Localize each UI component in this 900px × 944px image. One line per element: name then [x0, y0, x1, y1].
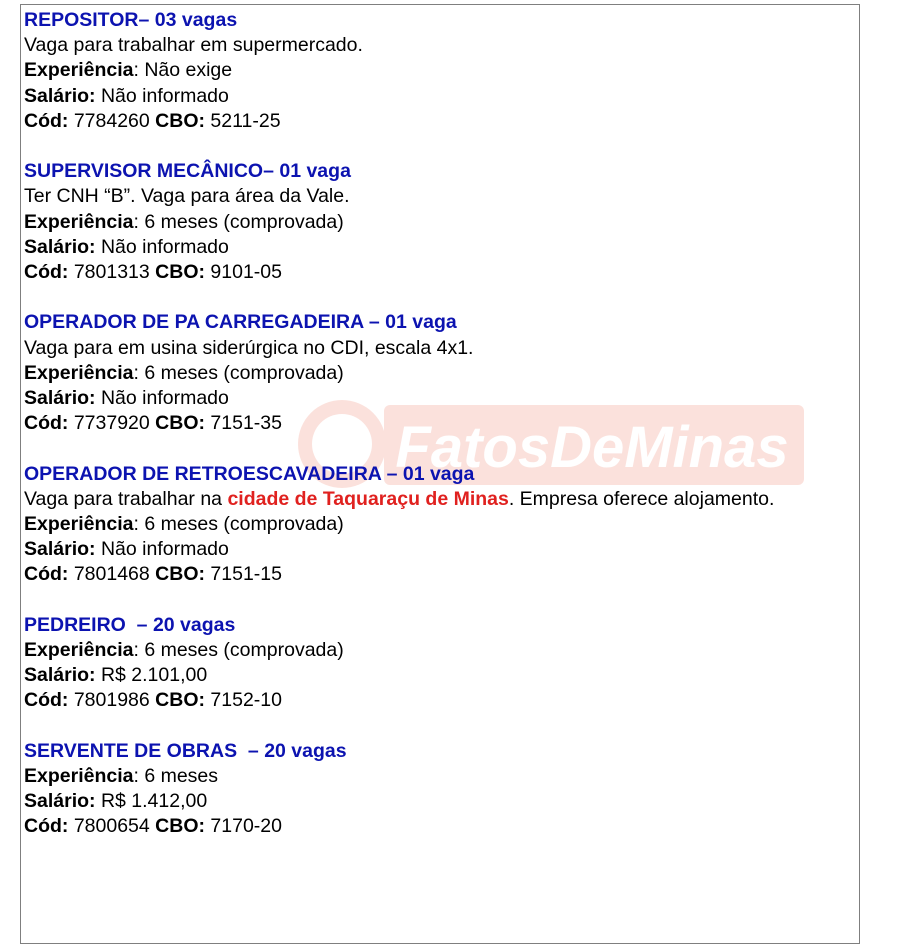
salary-label: Salário: [24, 538, 96, 561]
job-description: Ter CNH “B”. Vaga para área da Vale. [24, 185, 350, 208]
experience-value: : 6 meses (comprovada) [133, 361, 344, 384]
salary-label: Salário: [24, 387, 96, 410]
salary-value: R$ 1.412,00 [95, 790, 208, 813]
job-codes [24, 260, 858, 285]
cbo-value: 7151-35 [205, 412, 282, 435]
cbo-value: 7170-20 [205, 815, 282, 838]
job-salary [24, 386, 858, 411]
job-codes [24, 688, 858, 713]
job-description [24, 487, 858, 512]
cod-value: 7737920 [68, 412, 156, 435]
experience-value: : 6 meses (comprovada) [133, 639, 344, 662]
watermark-text: FatosDeMinas [395, 415, 789, 480]
job-experience [24, 638, 858, 663]
experience-label: Experiência [24, 59, 134, 82]
job-title: OPERADOR DE RETROESCAVADEIRA – 01 vaga [24, 462, 475, 485]
cod-label: Cód: [24, 689, 69, 712]
experience-value: : 6 meses (comprovada) [133, 513, 344, 536]
job-experience [24, 512, 858, 537]
description-text: . Empresa oferece alojamento. [508, 487, 775, 510]
cbo-label: CBO: [155, 689, 205, 712]
salary-value: Não informado [95, 538, 229, 561]
job-experience [24, 764, 858, 789]
cbo-label: CBO: [155, 563, 205, 586]
salary-label: Salário: [24, 84, 96, 107]
job-experience [24, 361, 858, 386]
salary-value: Não informado [95, 387, 229, 410]
job-description: Vaga para trabalhar em supermercado. [24, 34, 363, 57]
cbo-value: 7152-10 [205, 689, 282, 712]
job-codes [24, 814, 858, 839]
cod-label: Cód: [24, 109, 69, 132]
experience-label: Experiência [24, 639, 134, 662]
cbo-label: CBO: [155, 109, 205, 132]
cod-value: 7801986 [68, 689, 156, 712]
job-listing [24, 8, 858, 134]
job-salary [24, 235, 858, 260]
cbo-label: CBO: [155, 261, 205, 284]
job-title: REPOSITOR– 03 vagas [24, 9, 238, 31]
job-listing [24, 159, 858, 285]
job-description: Vaga para em usina siderúrgica no CDI, escala 4x1. [24, 336, 474, 359]
cod-value: 7784260 [68, 109, 156, 132]
cbo-value: 7151-15 [205, 563, 282, 586]
salary-label: Salário: [24, 664, 96, 687]
cod-value: 7801313 [68, 261, 156, 284]
job-title: SUPERVISOR MECÂNICO– 01 vaga [24, 160, 351, 183]
cbo-value: 5211-25 [205, 109, 281, 132]
job-experience [24, 58, 858, 83]
experience-label: Experiência [24, 361, 134, 384]
experience-value: : 6 meses [133, 765, 219, 788]
job-listing [24, 462, 858, 588]
cbo-label: CBO: [155, 815, 205, 838]
job-salary [24, 663, 858, 688]
salary-value: R$ 2.101,00 [95, 664, 208, 687]
salary-value: Não informado [95, 84, 229, 107]
cbo-value: 9101-05 [205, 261, 282, 284]
experience-label: Experiência [24, 210, 134, 233]
salary-label: Salário: [24, 235, 96, 258]
cbo-label: CBO: [155, 412, 205, 435]
job-salary [24, 537, 858, 562]
salary-value: Não informado [95, 235, 229, 258]
experience-label: Experiência [24, 765, 134, 788]
job-listing [24, 310, 858, 436]
job-salary [24, 84, 858, 109]
job-title: PEDREIRO – 20 vagas [24, 613, 236, 636]
job-experience [24, 210, 858, 235]
salary-label: Salário: [24, 790, 96, 813]
experience-value: : Não exige [133, 59, 233, 82]
job-codes [24, 562, 858, 587]
job-title: SERVENTE DE OBRAS – 20 vagas [24, 739, 347, 762]
job-title: OPERADOR DE PA CARREGADEIRA – 01 vaga [24, 311, 457, 334]
job-listing [24, 613, 858, 714]
description-text: Vaga para trabalhar na [24, 487, 228, 510]
cod-label: Cód: [24, 261, 69, 284]
cod-label: Cód: [24, 815, 69, 838]
job-listings [24, 8, 858, 865]
experience-value: : 6 meses (comprovada) [133, 210, 344, 233]
job-salary [24, 789, 858, 814]
experience-label: Experiência [24, 513, 134, 536]
cod-label: Cód: [24, 412, 69, 435]
cod-label: Cód: [24, 563, 69, 586]
description-highlight: cidade de Taquaraçu de Minas [227, 487, 509, 510]
cod-value: 7800654 [68, 815, 156, 838]
cod-value: 7801468 [68, 563, 156, 586]
job-listing [24, 739, 858, 840]
job-codes [24, 411, 858, 436]
job-codes [24, 109, 858, 134]
